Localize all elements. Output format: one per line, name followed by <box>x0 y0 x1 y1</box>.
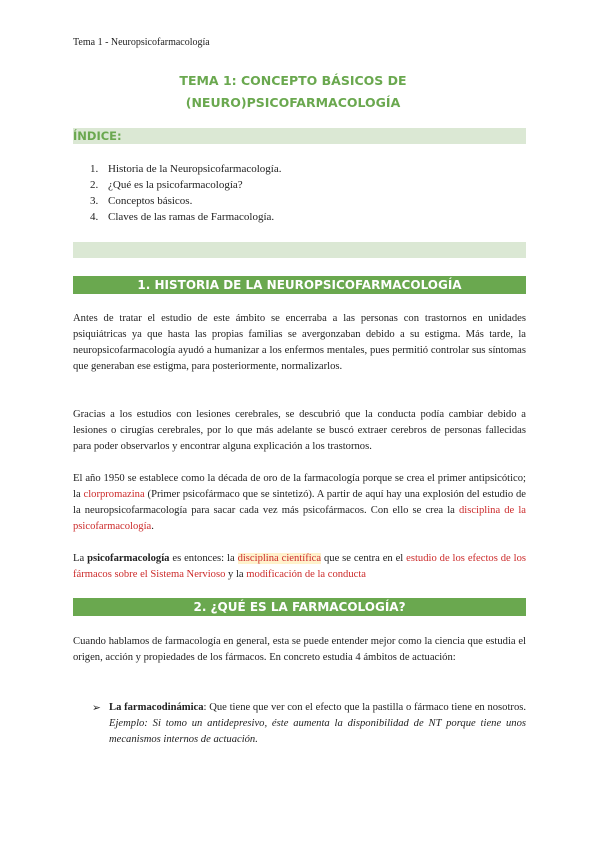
toc-item-number: 2. <box>90 179 99 191</box>
arrow-bullet-icon: ➢ <box>92 702 101 714</box>
text-run: El año 1950 se establece como la década de oro de la farmacología porque se crea el primer antipsicótico; la <box>73 473 526 500</box>
text-run: . <box>151 521 154 532</box>
toc-item-label: ¿Qué es la psicofarmacología? <box>108 179 243 191</box>
section-2-heading: 2. ¿QUÉ ES LA FARMACOLOGÍA? <box>73 598 526 616</box>
page-header: Tema 1 - Neuropsicofarmacología <box>73 37 210 48</box>
title-line-1: TEMA 1: CONCEPTO BÁSICOS DE <box>179 73 407 88</box>
psicofarmacologia-bold: psicofarmacología <box>87 553 170 564</box>
toc-item <box>90 161 282 177</box>
toc-item-label: Claves de las ramas de Farmacología. <box>108 211 275 223</box>
table-of-contents <box>90 161 282 225</box>
section-1-paragraph-4 <box>73 551 526 583</box>
section-1-heading: 1. HISTORIA DE LA NEUROPSICOFARMACOLOGÍA <box>73 276 526 294</box>
title-line-2: (NEURO)PSICOFARMACOLOGÍA <box>185 95 401 110</box>
scientific-discipline-highlight: disciplina científica <box>237 553 322 564</box>
bullet-farmacodinamica <box>92 700 526 748</box>
text-run: es entonces: la <box>169 553 238 564</box>
bullet-text <box>109 700 526 748</box>
toc-item-label: Historia de la Neuropsicofarmacología. <box>108 163 282 175</box>
section-1-paragraph-2: Gracias a los estudios con lesiones cerebrales, se descubrió que la conducta podía cambiar debido a lesiones o cirugías cerebrales, por lo que más adelante se buscó extraer cerebros de personas fallecidas para poder observarlos y encontrar alguna explicación a los trastornos. <box>73 409 526 452</box>
text-run: que se centra en el <box>321 553 407 564</box>
behavior-modification-highlight: modificación de la conducta <box>246 569 366 580</box>
toc-item-number: 3. <box>90 195 99 207</box>
section-2-paragraph-1: Cuando hablamos de farmacología en general, esta se puede entender mejor como la ciencia que estudia el origen, acción y propiedades de los fármacos. En concreto estudia 4 ámbitos de actuación: <box>73 636 526 663</box>
index-heading: ÍNDICE: <box>73 128 526 144</box>
example-italic: Ejemplo: Si tomo un antidepresivo, éste aumenta la disponibilidad de NT porque tiene unos mecanismos internos de actuación. <box>109 718 526 745</box>
farmacodinamica-bold: La farmacodinámica <box>109 702 204 713</box>
section-1-paragraph-1: Antes de tratar el estudio de este ámbito se encerraba a las personas con trastornos en unidades psiquiátricas ya que hasta las propias familias se avergonzaban debido a su estigma. Más tarde, la neuropsicofarmacología ayudó a humanizar a los enfermos mentales, pues permitió controlar sus síntomas que generaban ese estigma, para posteriormente, normalizarlos. <box>73 313 526 372</box>
divider-bar <box>73 242 526 258</box>
toc-item-label: Conceptos básicos. <box>108 195 193 207</box>
text-run: y la <box>225 569 247 580</box>
toc-item-number: 4. <box>90 211 99 223</box>
toc-item-number: 1. <box>90 163 99 175</box>
section-1-paragraph-3 <box>73 471 526 535</box>
clorpromazina-highlight: clorpromazina <box>83 489 145 500</box>
text-run: (Primer psicofármaco que se sintetizó). A partir de aquí hay una explosión del estudio de la neuropsicofarmacología para sacar cada vez más psicofármacos. Con ello se crea la <box>73 489 527 516</box>
toc-item <box>90 177 282 193</box>
document-title <box>60 70 526 114</box>
effects-study-highlight: estudio de los efectos de los fármacos sobre el Sistema Nervioso <box>73 553 526 580</box>
discipline-highlight: disciplina de la psicofarmacología <box>73 505 526 532</box>
text-run: La <box>73 553 88 564</box>
toc-item <box>90 209 282 225</box>
toc-item <box>90 193 282 209</box>
text-run: : Que tiene que ver con el efecto que la pastilla o fármaco tiene en nosotros. <box>203 702 527 713</box>
